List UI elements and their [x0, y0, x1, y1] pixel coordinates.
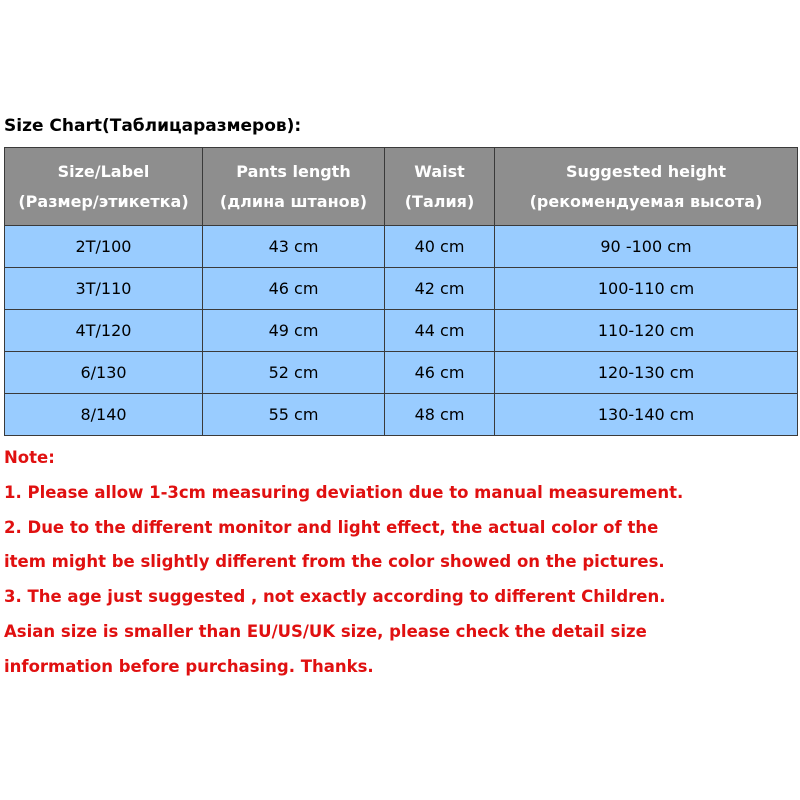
header-waist-en: Waist — [414, 161, 465, 181]
size-chart-title: Size Chart(Таблицаразмеров): — [4, 116, 302, 136]
header-waist-ru: (Талия) — [404, 191, 475, 211]
note-line: information before purchasing. Thanks. — [4, 656, 374, 676]
cell-waist: 44 cm — [385, 310, 495, 352]
cell-waist: 48 cm — [385, 394, 495, 436]
note-line: 1. Please allow 1-3cm measuring deviation due to manual measurement. — [4, 482, 684, 502]
header-pants-length — [203, 148, 385, 226]
cell-waist: 42 cm — [385, 268, 495, 310]
note-line: 3. The age just suggested , not exactly according to different Children. — [4, 587, 666, 607]
header-size-label-en: Size/Label — [57, 161, 150, 181]
cell-suggested-height: 120-130 cm — [495, 352, 798, 394]
header-suggested-height-en: Suggested height — [566, 161, 726, 181]
cell-pants-length: 52 cm — [203, 352, 385, 394]
cell-waist: 40 cm — [385, 226, 495, 268]
size-chart-table — [4, 147, 798, 436]
note-line: Asian size is smaller than EU/US/UK size, please check the detail size — [4, 621, 647, 641]
note-line: item might be slightly different from the color showed on the pictures. — [4, 552, 665, 572]
header-pants-length-ru: (длина штанов) — [219, 191, 368, 211]
cell-suggested-height: 130-140 cm — [495, 394, 798, 436]
cell-suggested-height: 100-110 cm — [495, 268, 798, 310]
table-row — [5, 310, 798, 352]
table-header-row — [5, 148, 798, 226]
cell-waist: 46 cm — [385, 352, 495, 394]
table-row — [5, 394, 798, 436]
notes-section — [4, 441, 798, 685]
note-line: 2. Due to the different monitor and light effect, the actual color of the — [4, 517, 659, 537]
cell-size-label: 8/140 — [5, 394, 203, 436]
cell-size-label: 2T/100 — [5, 226, 203, 268]
note-heading: Note: — [4, 448, 55, 467]
cell-suggested-height: 110-120 cm — [495, 310, 798, 352]
cell-pants-length: 43 cm — [203, 226, 385, 268]
table-row — [5, 268, 798, 310]
cell-size-label: 3T/110 — [5, 268, 203, 310]
cell-size-label: 4T/120 — [5, 310, 203, 352]
table-row — [5, 226, 798, 268]
cell-pants-length: 55 cm — [203, 394, 385, 436]
header-suggested-height-ru: (рекомендуемая высота) — [529, 191, 763, 211]
header-size-label-ru: (Размер/этикетка) — [18, 191, 189, 211]
header-suggested-height — [495, 148, 798, 226]
cell-pants-length: 46 cm — [203, 268, 385, 310]
header-waist — [385, 148, 495, 226]
cell-suggested-height: 90 -100 cm — [495, 226, 798, 268]
header-pants-length-en: Pants length — [236, 161, 351, 181]
header-size-label — [5, 148, 203, 226]
cell-size-label: 6/130 — [5, 352, 203, 394]
table-row — [5, 352, 798, 394]
cell-pants-length: 49 cm — [203, 310, 385, 352]
